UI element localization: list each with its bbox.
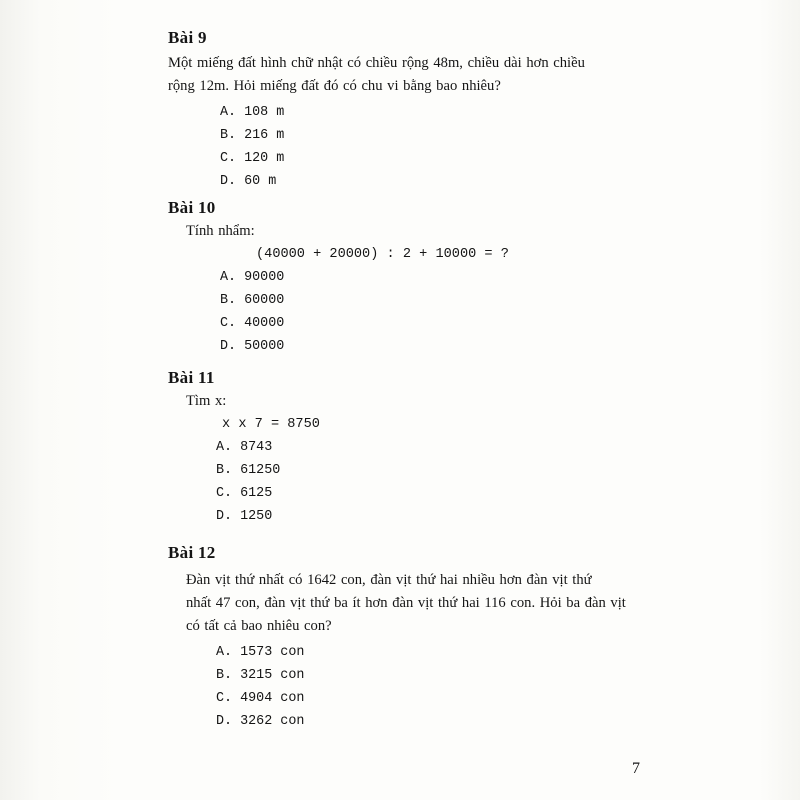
answer-option-c[interactable]: C. 40000 — [220, 316, 285, 331]
problem-statement-line: Đàn vịt thứ nhất có 1642 con, đàn vịt thứ hai nhiều hơn đàn vịt thứ — [186, 572, 592, 588]
problem-10 — [168, 198, 708, 358]
problem-title: Bài 9 — [168, 28, 207, 47]
answer-option-d[interactable]: D. 3262 con — [216, 714, 305, 729]
problem-statement-line: rộng 12m. Hỏi miếng đất đó có chu vi bằng bao nhiêu? — [168, 78, 501, 94]
problem-title: Bài 10 — [168, 198, 216, 217]
answer-option-d[interactable]: D. 60 m — [220, 174, 277, 189]
page-number: 7 — [632, 760, 640, 777]
answer-option-a[interactable]: A. 8743 — [216, 440, 273, 455]
answer-options — [168, 641, 708, 733]
problem-statement-line: Một miếng đất hình chữ nhật có chiều rộng 48m, chiều dài hơn chiều — [168, 55, 585, 71]
problem-title: Bài 11 — [168, 368, 215, 387]
math-expression: x x 7 = 8750 — [222, 417, 320, 432]
answer-options — [168, 266, 708, 358]
answer-option-d[interactable]: D. 50000 — [220, 339, 285, 354]
answer-option-b[interactable]: B. 61250 — [216, 463, 281, 478]
answer-option-a[interactable]: A. 90000 — [220, 270, 285, 285]
problem-9 — [168, 28, 708, 193]
math-expression: (40000 + 20000) : 2 + 10000 = ? — [256, 247, 509, 262]
answer-option-a[interactable]: A. 1573 con — [216, 645, 305, 660]
problem-12 — [168, 543, 708, 733]
answer-option-c[interactable]: C. 6125 — [216, 486, 273, 501]
answer-option-b[interactable]: B. 60000 — [220, 293, 285, 308]
answer-options — [168, 436, 708, 528]
problem-title: Bài 12 — [168, 543, 216, 562]
problem-instruction: Tính nhẩm: — [186, 223, 255, 239]
answer-option-c[interactable]: C. 120 m — [220, 151, 285, 166]
answer-options — [168, 101, 708, 193]
problem-instruction: Tìm x: — [186, 393, 227, 409]
problem-statement-line: nhất 47 con, đàn vịt thứ ba ít hơn đàn vịt thứ hai 116 con. Hỏi ba đàn vịt — [186, 595, 626, 611]
problem-statement-line: có tất cả bao nhiêu con? — [186, 618, 332, 634]
answer-option-b[interactable]: B. 3215 con — [216, 668, 305, 683]
answer-option-a[interactable]: A. 108 m — [220, 105, 285, 120]
answer-option-c[interactable]: C. 4904 con — [216, 691, 305, 706]
problem-11 — [168, 368, 708, 528]
answer-option-d[interactable]: D. 1250 — [216, 509, 273, 524]
answer-option-b[interactable]: B. 216 m — [220, 128, 285, 143]
